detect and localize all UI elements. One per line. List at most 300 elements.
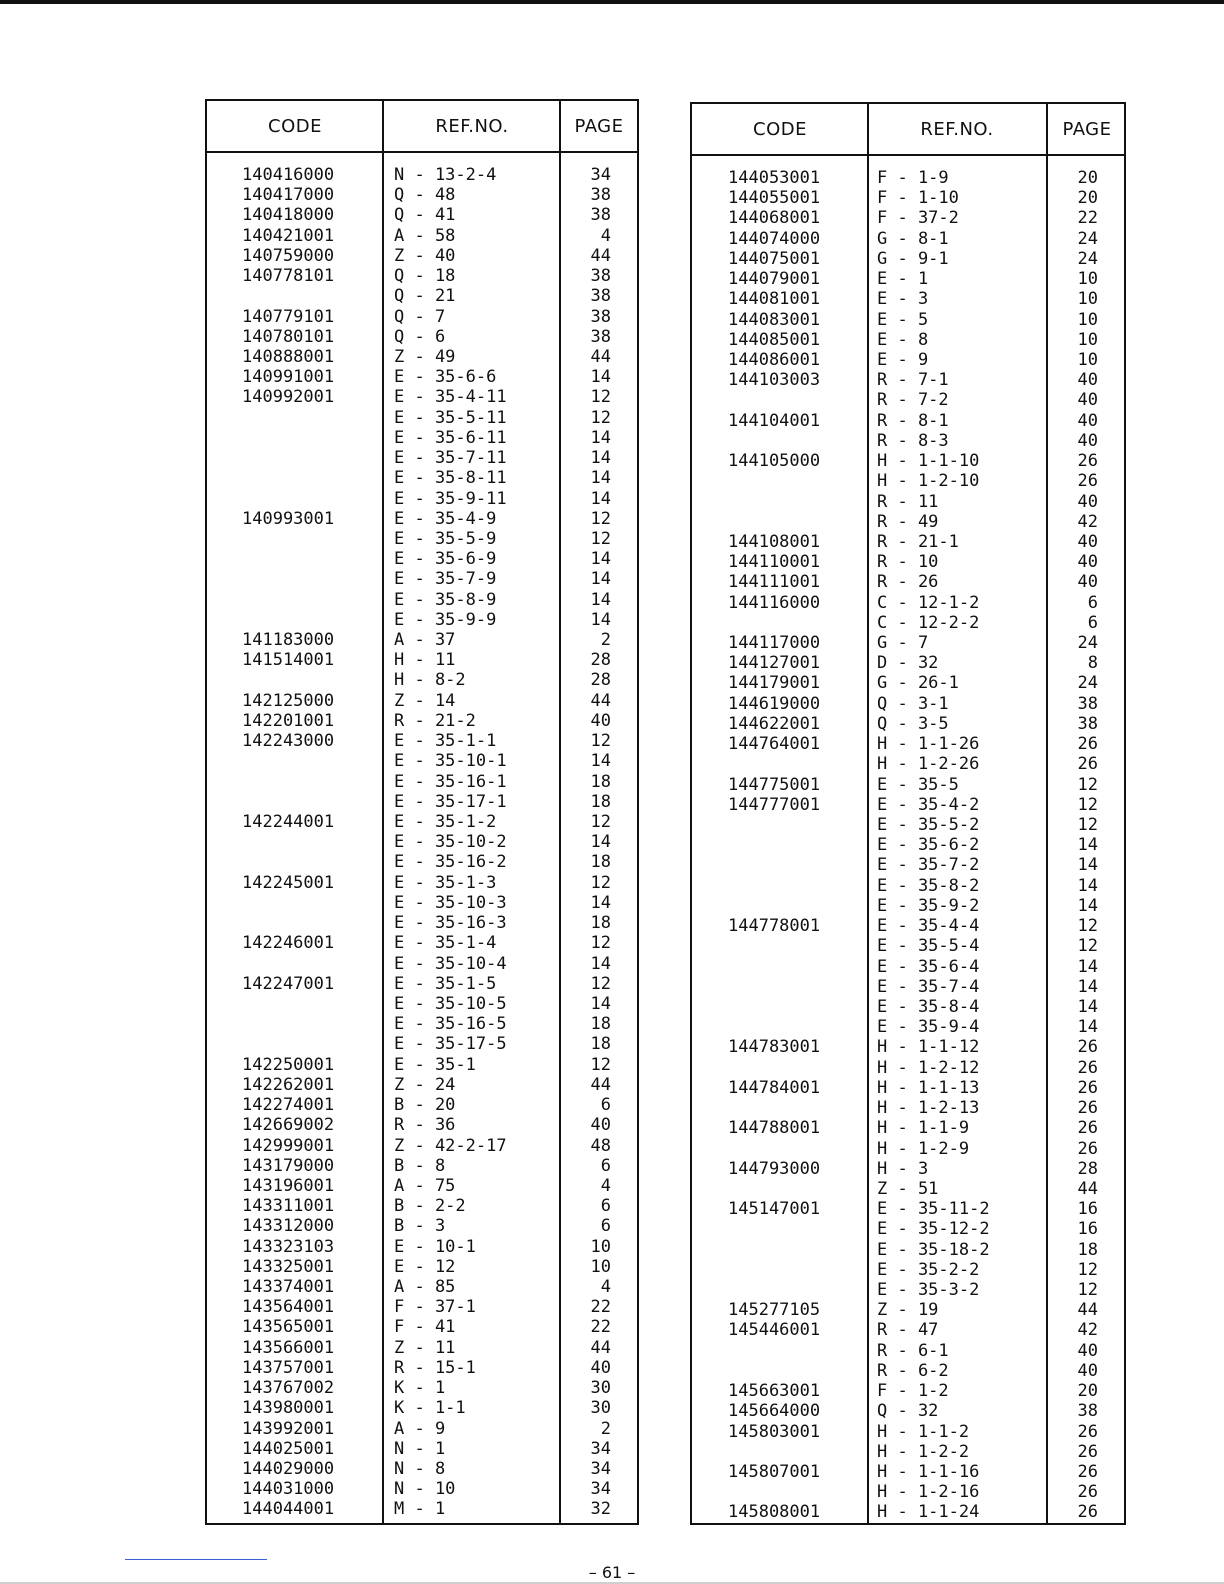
ref-no: E - 10-1 xyxy=(394,1236,476,1257)
part-code: 144105000 xyxy=(728,451,821,472)
table-row xyxy=(692,1361,1124,1381)
table-row xyxy=(207,913,637,933)
ref-no: H - 8-2 xyxy=(394,670,466,691)
ref-no: H - 1-1-24 xyxy=(877,1502,980,1523)
table-row xyxy=(692,1502,1124,1522)
page-ref: 12 xyxy=(590,407,611,428)
part-code: 144079001 xyxy=(728,269,821,290)
table-row xyxy=(207,1277,637,1297)
table-body xyxy=(692,168,1124,1523)
table-row xyxy=(207,792,637,812)
ref-no: R - 21-1 xyxy=(877,531,959,552)
page-ref: 10 xyxy=(590,1236,611,1257)
ref-no: R - 11 xyxy=(877,491,939,512)
page-ref: 20 xyxy=(1077,188,1098,209)
part-code: 144783001 xyxy=(728,1037,821,1058)
page-ref: 12 xyxy=(590,508,611,529)
part-code: 143196001 xyxy=(242,1175,335,1196)
table-row xyxy=(692,653,1124,673)
page-ref: 18 xyxy=(590,771,611,792)
table-row xyxy=(692,754,1124,774)
ref-no: E - 35-5-9 xyxy=(394,528,497,549)
page-ref: 26 xyxy=(1077,734,1098,755)
table-row xyxy=(692,1401,1124,1421)
table-row xyxy=(207,286,637,306)
page-ref: 14 xyxy=(590,993,611,1014)
part-code: 142274001 xyxy=(242,1095,335,1116)
page-ref: 38 xyxy=(590,205,611,226)
part-code: 145663001 xyxy=(728,1381,821,1402)
page-ref: 12 xyxy=(590,973,611,994)
page-ref: 14 xyxy=(1077,976,1098,997)
ref-no: K - 1 xyxy=(394,1378,446,1399)
part-code: 143757001 xyxy=(242,1357,335,1378)
table-row xyxy=(207,650,637,670)
table-row xyxy=(692,411,1124,431)
page-ref: 14 xyxy=(590,953,611,974)
part-code: 144031000 xyxy=(242,1479,335,1500)
part-code: 143980001 xyxy=(242,1398,335,1419)
page-ref: 20 xyxy=(1077,1381,1098,1402)
page-ref: 26 xyxy=(1077,1482,1098,1503)
part-code: 142246001 xyxy=(242,933,335,954)
ref-no: H - 1-2-2 xyxy=(877,1441,970,1462)
ref-no: E - 35-10-5 xyxy=(394,993,507,1014)
table-row xyxy=(207,1136,637,1156)
table-row xyxy=(692,1240,1124,1260)
table-row xyxy=(692,289,1124,309)
table-row xyxy=(692,1422,1124,1442)
table-row xyxy=(207,590,637,610)
table-row xyxy=(207,1095,637,1115)
ref-no: Q - 7 xyxy=(394,306,446,327)
part-code: 144044001 xyxy=(242,1499,335,1520)
ref-no: R - 49 xyxy=(877,511,939,532)
page-ref: 44 xyxy=(590,1074,611,1095)
page-ref: 12 xyxy=(590,1054,611,1075)
part-code: 140779101 xyxy=(242,306,335,327)
ref-no: E - 35-4-2 xyxy=(877,794,980,815)
ref-no: Q - 48 xyxy=(394,185,456,206)
ref-no: E - 35-1 xyxy=(394,1054,476,1075)
table-row xyxy=(207,165,637,185)
ref-no: H - 1-1-10 xyxy=(877,451,980,472)
table-row xyxy=(692,1017,1124,1037)
table-row xyxy=(692,855,1124,875)
table-row xyxy=(692,1078,1124,1098)
page-ref: 40 xyxy=(1077,531,1098,552)
ref-no: E - 35-11-2 xyxy=(877,1199,990,1220)
table-row xyxy=(692,714,1124,734)
ref-no: E - 35-10-3 xyxy=(394,892,507,913)
table-header xyxy=(692,104,1124,156)
ref-no: Q - 18 xyxy=(394,266,456,287)
page-ref: 40 xyxy=(1077,572,1098,593)
page-ref: 24 xyxy=(1077,673,1098,694)
table-row xyxy=(207,266,637,286)
page-ref: 38 xyxy=(590,326,611,347)
part-code: 143179000 xyxy=(242,1155,335,1176)
part-code: 144075001 xyxy=(728,248,821,269)
page-ref: 44 xyxy=(590,690,611,711)
table-row xyxy=(692,1159,1124,1179)
table-row xyxy=(207,1176,637,1196)
ref-no: Q - 6 xyxy=(394,326,446,347)
table-row xyxy=(692,835,1124,855)
part-code: 144127001 xyxy=(728,653,821,674)
part-code: 144179001 xyxy=(728,673,821,694)
page-ref: 26 xyxy=(1077,451,1098,472)
ref-no: R - 26 xyxy=(877,572,939,593)
page-ref: 44 xyxy=(590,1337,611,1358)
page-ref: 34 xyxy=(590,1459,611,1479)
ref-no: E - 9 xyxy=(877,349,929,370)
page-ref: 10 xyxy=(1077,329,1098,350)
ref-no: F - 1-10 xyxy=(877,188,959,209)
part-code: 144108001 xyxy=(728,531,821,552)
part-code: 142250001 xyxy=(242,1054,335,1075)
page-ref: 26 xyxy=(1077,1077,1098,1098)
part-code: 144110001 xyxy=(728,552,821,573)
page-ref: 28 xyxy=(590,650,611,671)
page-ref: 38 xyxy=(590,266,611,287)
table-row xyxy=(207,387,637,407)
table-row xyxy=(207,1499,637,1519)
page-ref: 26 xyxy=(1077,1057,1098,1078)
ref-no: E - 35-3-2 xyxy=(877,1280,980,1301)
part-code: 144777001 xyxy=(728,794,821,815)
part-code: 144619000 xyxy=(728,693,821,714)
part-code: 144025001 xyxy=(242,1438,335,1459)
table-row xyxy=(692,330,1124,350)
part-code: 145446001 xyxy=(728,1320,821,1341)
table-row xyxy=(692,633,1124,653)
ref-no: E - 35-8-2 xyxy=(877,875,980,896)
ref-no: E - 35-5 xyxy=(877,774,959,795)
page-ref: 18 xyxy=(1077,1239,1098,1260)
table-row xyxy=(207,1257,637,1277)
ref-no: R - 6-1 xyxy=(877,1340,949,1361)
table-row xyxy=(692,431,1124,451)
part-code: 143312000 xyxy=(242,1216,335,1237)
part-code: 144775001 xyxy=(728,774,821,795)
parts-index-table-left xyxy=(205,99,639,1525)
ref-no: N - 13-2-4 xyxy=(394,165,497,185)
page-ref: 12 xyxy=(1077,936,1098,957)
table-row xyxy=(207,226,637,246)
page-ref: 6 xyxy=(600,1155,611,1176)
ref-no: H - 1-2-9 xyxy=(877,1138,970,1159)
table-row xyxy=(692,532,1124,552)
ref-no: M - 1 xyxy=(394,1499,446,1520)
header-page: PAGE xyxy=(1062,118,1112,140)
ref-no: A - 9 xyxy=(394,1418,446,1439)
ref-no: R - 47 xyxy=(877,1320,939,1341)
page-ref: 14 xyxy=(590,832,611,853)
table-row xyxy=(692,1341,1124,1361)
table-row xyxy=(207,569,637,589)
ref-no: A - 75 xyxy=(394,1175,456,1196)
table-row xyxy=(692,512,1124,532)
page-ref: 12 xyxy=(590,387,611,408)
ref-no: C - 12-1-2 xyxy=(877,592,980,613)
page-ref: 32 xyxy=(590,1499,611,1520)
page-ref: 2 xyxy=(600,630,611,651)
ref-no: N - 1 xyxy=(394,1438,446,1459)
ref-no: R - 8-1 xyxy=(877,410,949,431)
page-ref: 10 xyxy=(1077,289,1098,310)
ref-no: R - 7-2 xyxy=(877,390,949,411)
ref-no: E - 35-7-11 xyxy=(394,448,507,469)
ref-no: R - 36 xyxy=(394,1115,456,1136)
table-row xyxy=(207,994,637,1014)
page-ref: 14 xyxy=(1077,835,1098,856)
page-ref: 12 xyxy=(590,528,611,549)
ref-no: Z - 49 xyxy=(394,346,456,367)
table-row xyxy=(692,957,1124,977)
page-ref: 10 xyxy=(1077,269,1098,290)
part-code: 144778001 xyxy=(728,916,821,937)
ref-no: K - 1-1 xyxy=(394,1398,466,1419)
table-row xyxy=(692,1199,1124,1219)
page-ref: 30 xyxy=(590,1378,611,1399)
part-code: 143565001 xyxy=(242,1317,335,1338)
table-row xyxy=(207,1358,637,1378)
table-row xyxy=(207,630,637,650)
table-row xyxy=(207,711,637,731)
ref-no: B - 20 xyxy=(394,1095,456,1116)
table-row xyxy=(692,208,1124,228)
page-ref: 14 xyxy=(590,448,611,469)
part-code: 144103003 xyxy=(728,370,821,391)
part-code: 143564001 xyxy=(242,1297,335,1318)
ref-no: E - 35-17-1 xyxy=(394,791,507,812)
page-ref: 42 xyxy=(1077,511,1098,532)
table-row xyxy=(207,1196,637,1216)
ref-no: E - 35-10-1 xyxy=(394,751,507,772)
table-row xyxy=(207,1034,637,1054)
ref-no: Z - 19 xyxy=(877,1300,939,1321)
table-row xyxy=(207,246,637,266)
table-row xyxy=(692,896,1124,916)
ref-no: E - 35-4-11 xyxy=(394,387,507,408)
top-rule xyxy=(0,0,1224,4)
part-code: 144784001 xyxy=(728,1077,821,1098)
table-body xyxy=(207,165,637,1523)
page-ref: 40 xyxy=(1077,410,1098,431)
table-row xyxy=(692,1260,1124,1280)
part-code: 143767002 xyxy=(242,1378,335,1399)
ref-no: F - 37-2 xyxy=(877,208,959,229)
ref-no: E - 35-6-11 xyxy=(394,427,507,448)
part-code: 144053001 xyxy=(728,168,821,188)
table-row xyxy=(207,1216,637,1236)
page-ref: 6 xyxy=(600,1095,611,1116)
part-code: 140759000 xyxy=(242,245,335,266)
header-page: PAGE xyxy=(574,115,624,137)
page-ref: 26 xyxy=(1077,1502,1098,1523)
table-row xyxy=(692,1462,1124,1482)
page-ref: 34 xyxy=(590,1438,611,1459)
table-row xyxy=(692,916,1124,936)
edge-mark xyxy=(125,1559,267,1560)
page-ref: 6 xyxy=(1087,612,1098,633)
ref-no: E - 35-1-2 xyxy=(394,812,497,832)
table-row xyxy=(692,1280,1124,1300)
page-ref: 18 xyxy=(590,852,611,873)
table-row xyxy=(207,1237,637,1257)
page-ref: 14 xyxy=(590,427,611,448)
page-ref: 10 xyxy=(1077,309,1098,330)
ref-no: B - 3 xyxy=(394,1216,446,1237)
part-code: 144068001 xyxy=(728,208,821,229)
table-row xyxy=(692,734,1124,754)
ref-no: E - 35-5-11 xyxy=(394,407,507,428)
part-code: 145664000 xyxy=(728,1401,821,1422)
table-row xyxy=(207,832,637,852)
part-code: 142125000 xyxy=(242,690,335,711)
part-code: 142245001 xyxy=(242,872,335,893)
part-code: 144029000 xyxy=(242,1459,335,1479)
part-code: 143323103 xyxy=(242,1236,335,1257)
page-ref: 26 xyxy=(1077,1098,1098,1119)
table-row xyxy=(692,997,1124,1017)
table-row xyxy=(692,1037,1124,1057)
page-ref: 44 xyxy=(1077,1178,1098,1199)
page-ref: 38 xyxy=(590,306,611,327)
part-code: 144622001 xyxy=(728,713,821,734)
table-row xyxy=(692,1320,1124,1340)
ref-no: E - 35-10-2 xyxy=(394,832,507,853)
ref-no: H - 1-1-2 xyxy=(877,1421,970,1442)
ref-no: N - 8 xyxy=(394,1459,446,1479)
page-ref: 40 xyxy=(1077,1340,1098,1361)
table-row xyxy=(692,1482,1124,1502)
ref-no: G - 26-1 xyxy=(877,673,959,694)
ref-no: E - 35-6-9 xyxy=(394,549,497,570)
page-ref: 16 xyxy=(1077,1219,1098,1240)
table-row xyxy=(207,1014,637,1034)
ref-no: R - 7-1 xyxy=(877,370,949,391)
table-row xyxy=(692,1118,1124,1138)
page-ref: 40 xyxy=(1077,552,1098,573)
ref-no: E - 35-9-4 xyxy=(877,1017,980,1038)
table-row xyxy=(692,370,1124,390)
ref-no: H - 1-2-26 xyxy=(877,754,980,775)
page-ref: 14 xyxy=(590,569,611,590)
ref-no: R - 10 xyxy=(877,552,939,573)
page-ref: 14 xyxy=(590,892,611,913)
page-ref: 14 xyxy=(1077,855,1098,876)
part-code: 140992001 xyxy=(242,387,335,408)
ref-no: Q - 41 xyxy=(394,205,456,226)
table-row xyxy=(207,489,637,509)
page-ref: 30 xyxy=(590,1398,611,1419)
ref-no: E - 35-6-6 xyxy=(394,367,497,388)
page-ref: 22 xyxy=(590,1297,611,1318)
page-ref: 14 xyxy=(1077,996,1098,1017)
part-code: 145808001 xyxy=(728,1502,821,1523)
ref-no: E - 35-16-3 xyxy=(394,913,507,934)
page-ref: 18 xyxy=(590,913,611,934)
page-ref: 38 xyxy=(1077,713,1098,734)
page-ref: 26 xyxy=(1077,1037,1098,1058)
table-row xyxy=(692,471,1124,491)
page-ref: 12 xyxy=(590,731,611,752)
table-row xyxy=(692,613,1124,633)
ref-no: H - 1-2-12 xyxy=(877,1057,980,1078)
part-code: 145277105 xyxy=(728,1300,821,1321)
page-ref: 26 xyxy=(1077,1462,1098,1482)
page-ref: 12 xyxy=(590,812,611,832)
page-ref: 18 xyxy=(590,1014,611,1035)
table-row xyxy=(692,936,1124,956)
part-code: 144083001 xyxy=(728,309,821,330)
header-ref-no: REF.NO. xyxy=(435,115,509,137)
table-row xyxy=(207,1115,637,1135)
part-code: 140888001 xyxy=(242,346,335,367)
table-row xyxy=(207,1378,637,1398)
table-row xyxy=(692,1139,1124,1159)
table-row xyxy=(207,974,637,994)
page-ref: 26 xyxy=(1077,754,1098,775)
table-row xyxy=(207,428,637,448)
part-code: 145807001 xyxy=(728,1462,821,1482)
part-code: 143374001 xyxy=(242,1277,335,1298)
parts-index-table-right xyxy=(690,102,1126,1525)
table-row xyxy=(692,815,1124,835)
ref-no: E - 35-7-9 xyxy=(394,569,497,590)
table-row xyxy=(207,691,637,711)
part-code: 145147001 xyxy=(728,1199,821,1220)
page-ref: 22 xyxy=(590,1317,611,1338)
table-row xyxy=(207,1075,637,1095)
page-ref: 22 xyxy=(1077,208,1098,229)
page-ref: 10 xyxy=(590,1256,611,1277)
page-ref: 40 xyxy=(590,1115,611,1136)
ref-no: Z - 11 xyxy=(394,1337,456,1358)
ref-no: E - 35-5-4 xyxy=(877,936,980,957)
page-ref: 40 xyxy=(1077,1360,1098,1381)
page-ref: 14 xyxy=(1077,1017,1098,1038)
table-row xyxy=(207,307,637,327)
page-ref: 14 xyxy=(590,468,611,489)
table-row xyxy=(692,390,1124,410)
part-code: 142247001 xyxy=(242,973,335,994)
ref-no: Z - 51 xyxy=(877,1178,939,1199)
page-ref: 12 xyxy=(1077,916,1098,937)
header-code: CODE xyxy=(753,118,807,140)
ref-no: H - 1-2-13 xyxy=(877,1098,980,1119)
ref-no: E - 35-1-5 xyxy=(394,973,497,994)
ref-no: G - 9-1 xyxy=(877,248,949,269)
page-ref: 6 xyxy=(1087,592,1098,613)
page-ref: 42 xyxy=(1077,1320,1098,1341)
page-ref: 26 xyxy=(1077,1421,1098,1442)
page-ref: 12 xyxy=(1077,794,1098,815)
part-code: 140778101 xyxy=(242,266,335,287)
page-ref: 44 xyxy=(590,346,611,367)
table-row xyxy=(692,168,1124,188)
page-ref: 6 xyxy=(600,1216,611,1237)
ref-no: Q - 21 xyxy=(394,286,456,307)
table-row xyxy=(207,509,637,529)
page-ref: 24 xyxy=(1077,228,1098,249)
table-row xyxy=(207,954,637,974)
page-ref: 10 xyxy=(1077,349,1098,370)
ref-no: E - 35-8-4 xyxy=(877,996,980,1017)
part-code: 140418000 xyxy=(242,205,335,226)
